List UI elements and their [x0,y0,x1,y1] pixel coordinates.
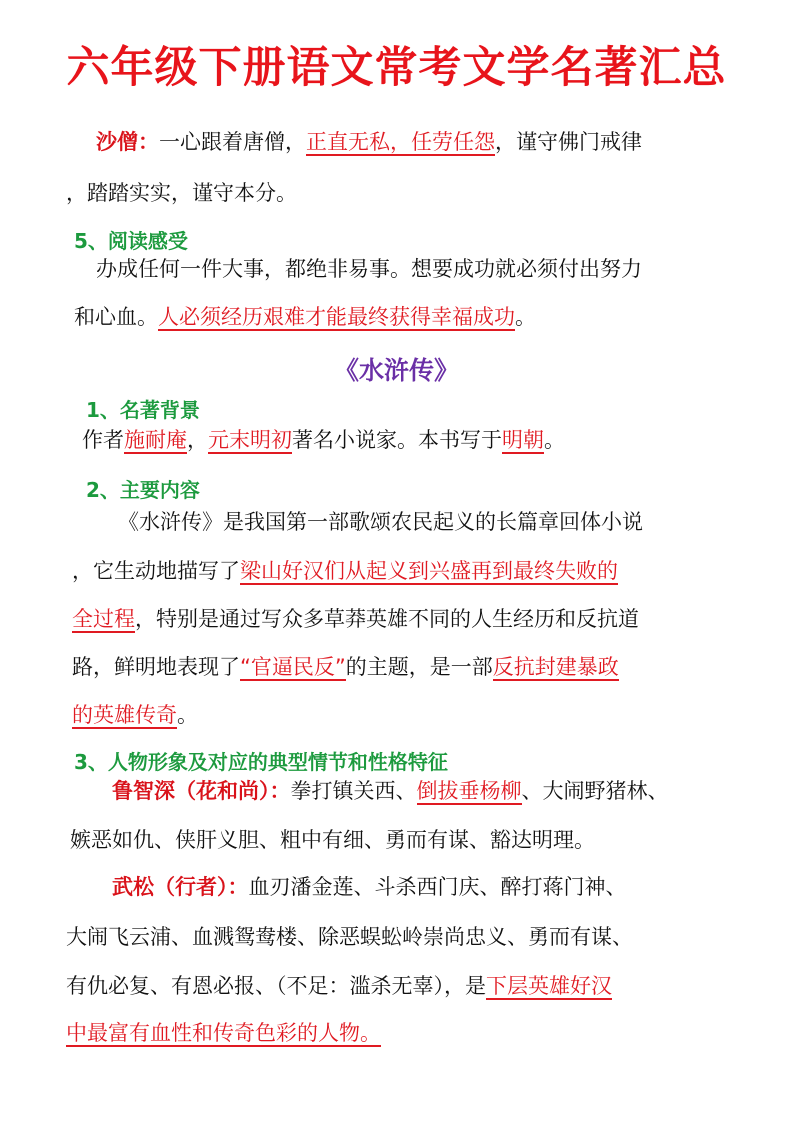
content-heading: 2、主要内容 [86,478,200,502]
content-text-4: 路，鲜明地表现了 [72,655,240,679]
era-highlight: 元末明初 [208,428,292,452]
reading-line-1: 办成任何一件大事，都绝非易事。想要成功就必须付出努力 [96,257,642,281]
book-title: 《水浒传》 [333,356,459,385]
wu-line-3 [66,971,612,1001]
content-highlight-4: 反抗封建暴政 [492,655,619,679]
lu-line-1 [112,776,669,806]
background-text-2: ， [187,428,208,452]
wu-label: 武松（行者）： [112,875,249,899]
content-line-5 [72,700,198,730]
background-text-3: 著名小说家。本书写于 [292,428,502,452]
lu-text-2: 、大闹野猪林、 [521,779,669,803]
content-text-5: 的主题，是一部 [345,655,493,679]
author-highlight: 施耐庵 [124,428,187,452]
content-line-2 [72,556,618,586]
characters-heading: 3、人物形象及对应的典型情节和性格特征 [74,750,448,774]
reading-text-2: 和心血。 [74,305,158,329]
reading-text-3: 。 [515,305,536,329]
wu-highlight-1: 下层英雄好汉 [486,974,612,998]
lu-text-1: 拳打镇关西、 [290,779,417,803]
content-highlight-1: 梁山好汉们从起义到兴盛再到最终失败的 [240,559,618,583]
background-text-4: 。 [544,428,565,452]
content-line-4 [72,652,619,682]
shaseng-text-2: ，谨守佛门戒律 [495,130,642,154]
shaseng-line-2: ，踏踏实实，谨守本分。 [66,181,297,205]
background-text-1: 作者 [82,428,124,452]
reading-line-2 [74,302,536,332]
wu-line-2: 大闹飞云浦、血溅鸳鸯楼、除恶蜈蚣岭崇尚忠义、勇而有谋、 [66,925,633,949]
wu-line-4 [66,1018,381,1048]
wu-text-1: 血刃潘金莲、斗杀西门庆、醉打蒋门神、 [248,875,627,899]
shaseng-label: 沙僧： [96,130,159,154]
shaseng-line-1 [96,127,642,157]
wu-line-1 [112,872,627,902]
lu-line-2: 嫉恶如仇、侠肝义胆、粗中有细、勇而有谋、豁达明理。 [70,828,595,852]
background-line [82,425,565,455]
content-text-2: ，它生动地描写了 [72,559,240,583]
content-text-3: ，特别是通过写众多草莽英雄不同的人生经历和反抗道 [135,607,639,631]
dynasty-highlight: 明朝 [502,428,544,452]
lu-highlight: 倒拔垂杨柳 [416,779,522,803]
content-line-1: 《水浒传》是我国第一部歌颂农民起义的长篇章回体小说 [118,510,643,534]
wu-text-3: 有仇必复、有恩必报、（不足：滥杀无辜），是 [66,974,486,998]
background-heading: 1、名著背景 [86,398,200,422]
content-line-3 [72,604,639,634]
content-text-6: 。 [177,703,198,727]
content-highlight-3: “官逼民反” [240,655,346,679]
shaseng-text-1: 一心跟着唐僧， [159,130,306,154]
reading-highlight: 人必须经历艰难才能最终获得幸福成功 [158,305,515,329]
reading-heading: 5、阅读感受 [74,229,188,253]
shaseng-highlight: 正直无私，任劳任怨 [306,130,495,154]
wu-highlight-2: 中最富有血性和传奇色彩的人物。 [66,1021,381,1045]
page-title: 六年级下册语文常考文学名著汇总 [66,43,727,93]
lu-label: 鲁智深（花和尚）： [112,779,291,803]
content-highlight-2: 全过程 [72,607,135,631]
content-highlight-5: 的英雄传奇 [72,703,177,727]
